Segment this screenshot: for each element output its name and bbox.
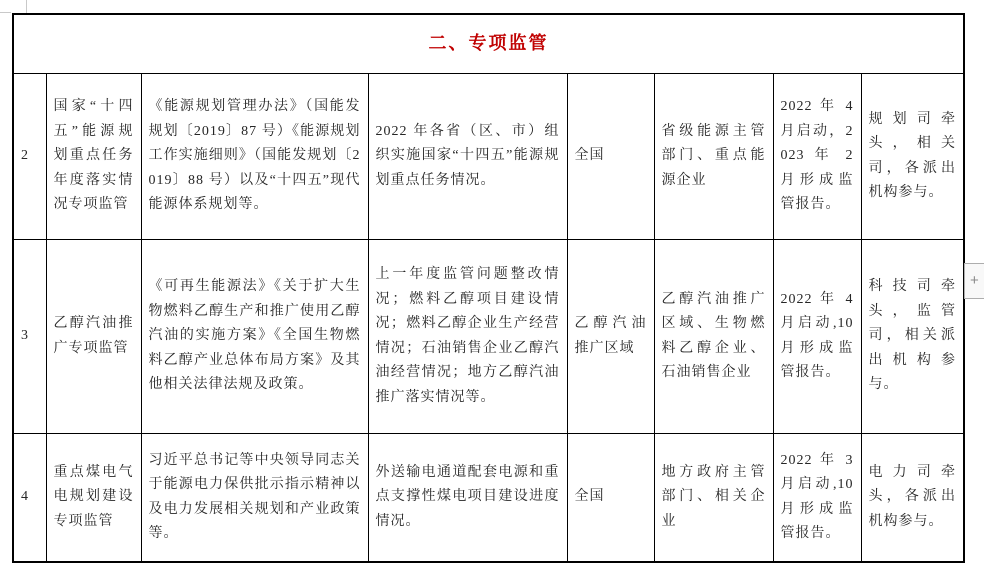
cell-timeline: 2022 年 4 月启动，2023 年 2 月形成监管报告。 bbox=[773, 74, 861, 240]
cell-legal-basis: 习近平总书记等中央领导同志关于能源电力保供批示指示精神以及电力发展相关规划和产业政策等。 bbox=[141, 434, 368, 563]
cell-scope: 全国 bbox=[567, 434, 654, 563]
cell-scope: 全国 bbox=[567, 74, 654, 240]
cell-supervised-parties: 省级能源主管部门、重点能源企业 bbox=[654, 74, 773, 240]
cell-supervision-content: 外送输电通道配套电源和重点支撑性煤电项目建设进度情况。 bbox=[368, 434, 567, 563]
cell-row-number: 4 bbox=[13, 434, 46, 563]
section-header-cell bbox=[13, 14, 964, 74]
cell-project-name: 国家“十四五”能源规划重点任务年度落实情况专项监管 bbox=[46, 74, 141, 240]
table-row bbox=[13, 240, 964, 434]
cell-supervised-parties: 乙醇汽油推广区域、生物燃料乙醇企业、石油销售企业 bbox=[654, 240, 773, 434]
cell-row-number: 2 bbox=[13, 74, 46, 240]
cell-division-of-work: 电力司牵头，各派出机构参与。 bbox=[861, 434, 964, 563]
section-title: 二、专项监管 bbox=[428, 33, 549, 54]
supervision-table bbox=[12, 13, 965, 563]
cell-supervision-content: 2022 年各省（区、市）组织实施国家“十四五”能源规划重点任务情况。 bbox=[368, 74, 567, 240]
section-header-row bbox=[13, 14, 964, 74]
cell-supervision-content: 上一年度监管问题整改情况；燃料乙醇项目建设情况；燃料乙醇企业生产经营情况；石油销售企业乙醇汽油经营情况；地方乙醇汽油推广落实情况等。 bbox=[368, 240, 567, 434]
cell-timeline: 2022 年 3 月启动,10 月形成监管报告。 bbox=[773, 434, 861, 563]
table-row bbox=[13, 74, 964, 240]
cell-division-of-work: 科技司牵头，监管司，相关派出机构参与。 bbox=[861, 240, 964, 434]
plus-button[interactable]: + bbox=[964, 263, 984, 299]
cell-row-number: 3 bbox=[13, 240, 46, 434]
cell-supervised-parties: 地方政府主管部门、相关企业 bbox=[654, 434, 773, 563]
cell-legal-basis: 《能源规划管理办法》（国能发规划〔2019〕87 号）《能源规划工作实施细则》（国能发规划〔2019〕88 号）以及“十四五”现代能源体系规划等。 bbox=[141, 74, 368, 240]
cell-project-name: 乙醇汽油推广专项监管 bbox=[46, 240, 141, 434]
table-row bbox=[13, 434, 964, 563]
cell-scope: 乙醇汽油推广区域 bbox=[567, 240, 654, 434]
margin-crop-mark-vertical bbox=[26, 0, 27, 13]
cell-division-of-work: 规划司牵头，相关司，各派出机构参与。 bbox=[861, 74, 964, 240]
cell-legal-basis: 《可再生能源法》《关于扩大生物燃料乙醇生产和推广使用乙醇汽油的实施方案》《全国生物燃料乙醇产业总体布局方案》及其他相关法律法规及政策。 bbox=[141, 240, 368, 434]
cell-project-name: 重点煤电气电规划建设专项监管 bbox=[46, 434, 141, 563]
cell-timeline: 2022 年 4 月启动,10 月形成监管报告。 bbox=[773, 240, 861, 434]
margin-crop-mark-horizontal bbox=[0, 12, 11, 13]
